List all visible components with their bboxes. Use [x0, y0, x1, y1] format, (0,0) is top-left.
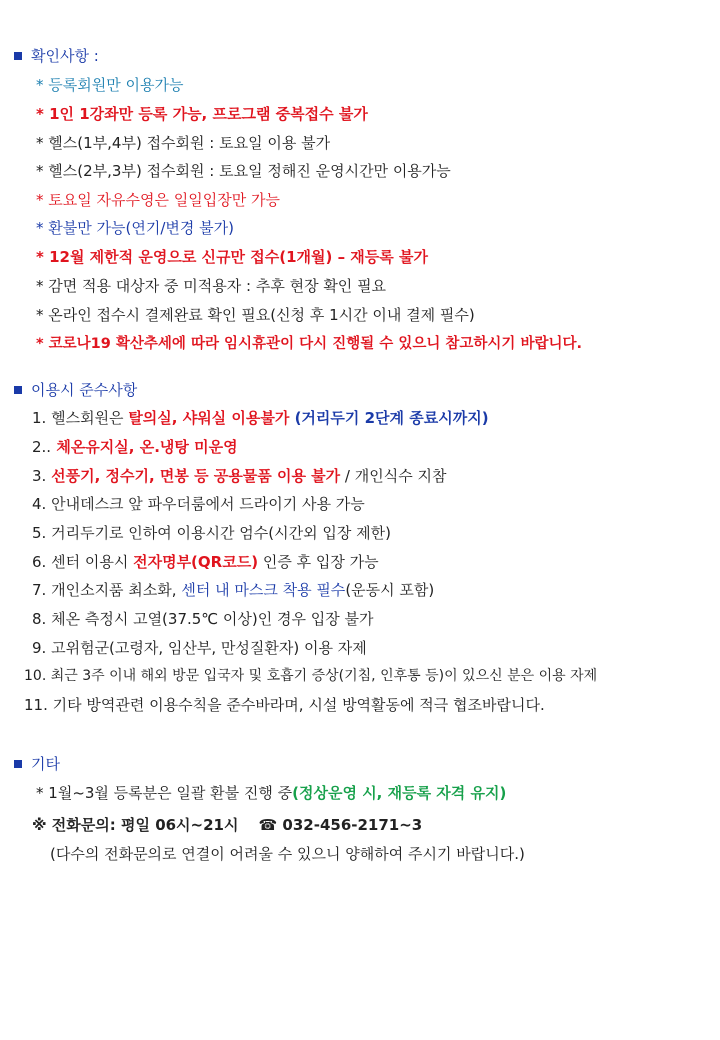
- section-square-icon: [14, 52, 22, 60]
- rule-item-1: 1. 헬스회원은 탈의실, 샤워실 이용불가 (거리두기 2단계 종료시까지): [32, 409, 489, 427]
- section-heading-etc: [14, 754, 60, 774]
- confirm-item-6: * 환불만 가능(연기/변경 불가): [36, 219, 234, 237]
- rule-item-9: 9. 고위험군(고령자, 임산부, 만성질환자) 이용 자제: [32, 639, 367, 657]
- rule-item-5: 5. 거리두기로 인하여 이용시간 엄수(시간외 입장 제한): [32, 524, 391, 542]
- confirm-item-5: * 토요일 자유수영은 일일입장만 가능: [36, 191, 280, 209]
- rule-item-4: 4. 안내데스크 앞 파우더룸에서 드라이기 사용 가능: [32, 495, 365, 513]
- section-heading-confirm: [14, 46, 99, 66]
- rule-item-10: 10. 최근 3주 이내 해외 방문 입국자 및 호흡기 증상(기침, 인후통 등)이 있으신 분은 이용 자제: [24, 668, 598, 684]
- section-title: 기타: [31, 755, 60, 773]
- rule-item-8: 8. 체온 측정시 고열(37.5℃ 이상)인 경우 입장 불가: [32, 610, 374, 628]
- rule-item-7: 7. 개인소지품 최소화, 센터 내 마스크 착용 필수(운동시 포함): [32, 581, 435, 599]
- rule-item-6: 6. 센터 이용시 전자명부(QR코드) 인증 후 입장 가능: [32, 553, 379, 571]
- confirm-item-1: * 등록회원만 이용가능: [36, 76, 184, 94]
- phone-inquiry: [32, 815, 422, 835]
- confirm-item-9: * 온라인 접수시 결제완료 확인 필요(신청 후 1시간 이내 결제 필수): [36, 306, 475, 324]
- telephone-icon: ☎: [258, 816, 278, 834]
- phone-note: (다수의 전화문의로 연결이 어려울 수 있으니 양해하여 주시기 바랍니다.): [50, 845, 525, 863]
- refund-notice: * 1월~3월 등록분은 일괄 환불 진행 중(정상운영 시, 재등록 자격 유지): [36, 784, 507, 802]
- confirm-item-8: * 감면 적용 대상자 중 미적용자 : 추후 현장 확인 필요: [36, 277, 387, 295]
- rule-item-3: 3. 선풍기, 정수기, 면봉 등 공용물품 이용 불가 / 개인식수 지참: [32, 467, 447, 485]
- rule-item-11: 11. 기타 방역관련 이용수칙을 준수바라며, 시설 방역활동에 적극 협조바랍니다.: [24, 696, 545, 714]
- section-title: 확인사항 :: [31, 47, 99, 65]
- phone-label: ※ 전화문의: 평일 06시~21시: [32, 816, 239, 834]
- confirm-item-3: * 헬스(1부,4부) 접수회원 : 토요일 이용 불가: [36, 134, 331, 152]
- section-square-icon: [14, 386, 22, 394]
- phone-number: 032-456-2171~3: [282, 816, 423, 834]
- confirm-item-7: * 12월 제한적 운영으로 신규만 접수(1개월) – 재등록 불가: [36, 248, 428, 266]
- confirm-item-10: * 코로나19 확산추세에 따라 임시휴관이 다시 진행될 수 있으니 참고하시기 바랍니다.: [36, 336, 583, 352]
- rule-item-2: 2.. 체온유지실, 온.냉탕 미운영: [32, 438, 238, 456]
- section-square-icon: [14, 760, 22, 768]
- section-heading-rules: [14, 380, 137, 400]
- section-title: 이용시 준수사항: [31, 381, 138, 399]
- confirm-item-4: * 헬스(2부,3부) 접수회원 : 토요일 정해진 운영시간만 이용가능: [36, 162, 451, 180]
- confirm-item-2: * 1인 1강좌만 등록 가능, 프로그램 중복접수 불가: [36, 105, 368, 123]
